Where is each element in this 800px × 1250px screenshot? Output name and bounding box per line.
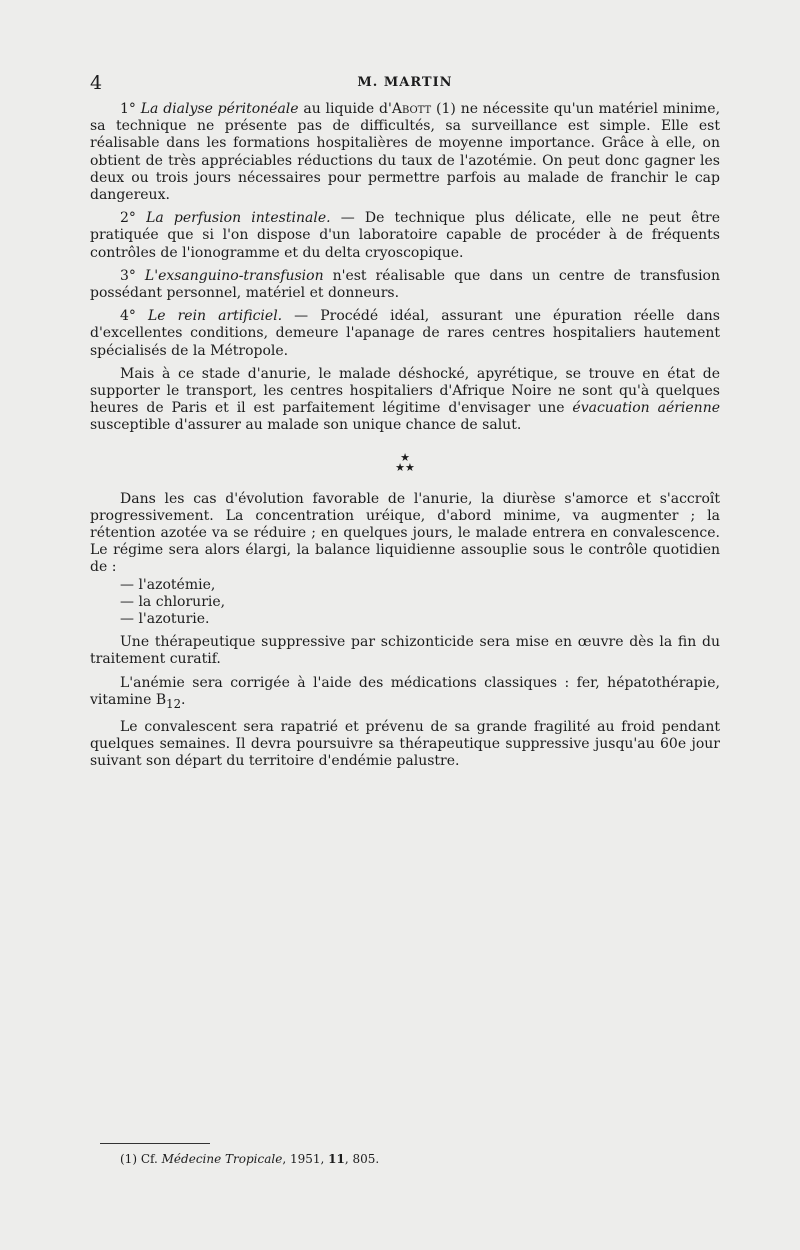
paragraph-anemia [90,675,720,713]
journal-volume: 11 [328,1152,345,1166]
item-number: 2° [120,210,136,227]
paragraph-convalescent: Le convalescent sera rapatrié et prévenu de sa grande fragilité au froid pendant quelques semaines. Il devra poursuivre sa thérapeutique suppressive jusqu'au 60e jour suivant son départ du territoire d'endémie palustre. [90,718,720,770]
star-bottom-icon: ★★ [395,460,415,474]
page-header [90,72,720,96]
footnote-mark: (1) [120,1152,137,1166]
paragraph-text: L'anémie sera corrigée à l'aide des médications classiques : fer, hépatothérapie, vitamine B [90,674,720,708]
paragraph-exsanguino-transfusion [90,268,720,302]
paragraph-suppressive-therapy: Une thérapeutique suppressive par schizonticide sera mise en œuvre dès la fin du traitement curatif. [90,634,720,668]
paragraph-text: — De technique plus délicate, elle ne peut être pratiquée que si l'on dispose d'un laboratoire capable de procéder à de fréquents contrôles de l'ionogramme et du delta cryoscopique. [90,210,720,261]
emphasis: évacuation aérienne [572,400,720,417]
item-number: 1° [120,101,136,117]
paragraph-intestinal-perfusion [90,210,720,262]
item-term: La dialyse péritonéale [140,101,299,117]
page-number: 4 [90,72,103,94]
footnote-ref: (1) [431,101,456,117]
list-item: — l'azoturie. [120,611,210,628]
paragraph-text: — Procédé idéal, assurant une épuration réelle dans d'excellentes conditions, demeure l'apanage de rares centres hospitaliers hautement spécialisés de la Métropole. [90,308,720,359]
article-body [90,101,720,777]
item-term: La perfusion intestinale. [146,210,331,227]
section-separator-asterism [90,450,720,474]
item-number: 4° [120,308,136,325]
item-number: 3° [120,267,136,284]
paragraph-evacuation [90,366,720,435]
item-term: L'exsanguino-transfusion [144,267,324,284]
subscript: 12 [166,696,181,711]
journal-title: Médecine Tropicale [161,1152,283,1166]
list-item: — la chlorurie, [120,593,226,610]
author-name: Abott [391,101,432,117]
running-head: M. MARTIN [357,75,453,90]
footnote-rule [100,1143,210,1144]
footnote-text: Cf. [137,1152,162,1166]
paragraph-text: au liquide d' [298,101,392,117]
footnote-text: , 1951, [282,1152,329,1166]
list-item: — l'azotémie, [120,576,216,593]
footnote-text: , 805. [344,1152,380,1166]
paragraph-artificial-kidney [90,308,720,360]
paragraph-favorable-evolution: Dans les cas d'évolution favorable de l'anurie, la diurèse s'amorce et s'accroît progressivement. La concentration uréique, d'abord minime, va augmenter ; la rétention azotée va se réduire ; en quelques jours, le malade entrera en convalescence. Le régime sera alors élargi, la balance liquidienne assouplie sous le contrôle quotidien de : [90,490,720,576]
item-term: Le rein artificiel. [147,308,283,325]
paragraph-text: susceptible d'assurer au malade son unique chance de salut. [90,417,522,434]
paragraph-text: . [181,691,186,708]
star-top-icon: ★ [400,450,410,464]
paragraph-dialysis [90,101,720,204]
footnote [120,1152,379,1166]
paragraph-text: ne nécessite qu'un matériel minime, sa technique ne présente pas de difficultés, sa surveillance est simple. Elle est réalisable dans les formations hospitalières de moyenne importance. Grâce à elle, on obtient de très appréciables réductions du taux de l'azotémie. On peut donc gagner les deux ou trois jours nécessaires pour permettre parfois au malade de franchir le cap dangereux. [90,101,721,204]
paragraph-text: Mais à ce stade d'anurie, le malade déshocké, apyrétique, se trouve en état de supporter le transport, les centres hospitaliers d'Afrique Noire ne sont qu'à quelques heures de Paris et il est parfaitement légitime d'envisager une [90,365,720,417]
paragraph-text: n'est réalisable que dans un centre de transfusion possédant personnel, matériel et donneurs. [90,267,720,302]
